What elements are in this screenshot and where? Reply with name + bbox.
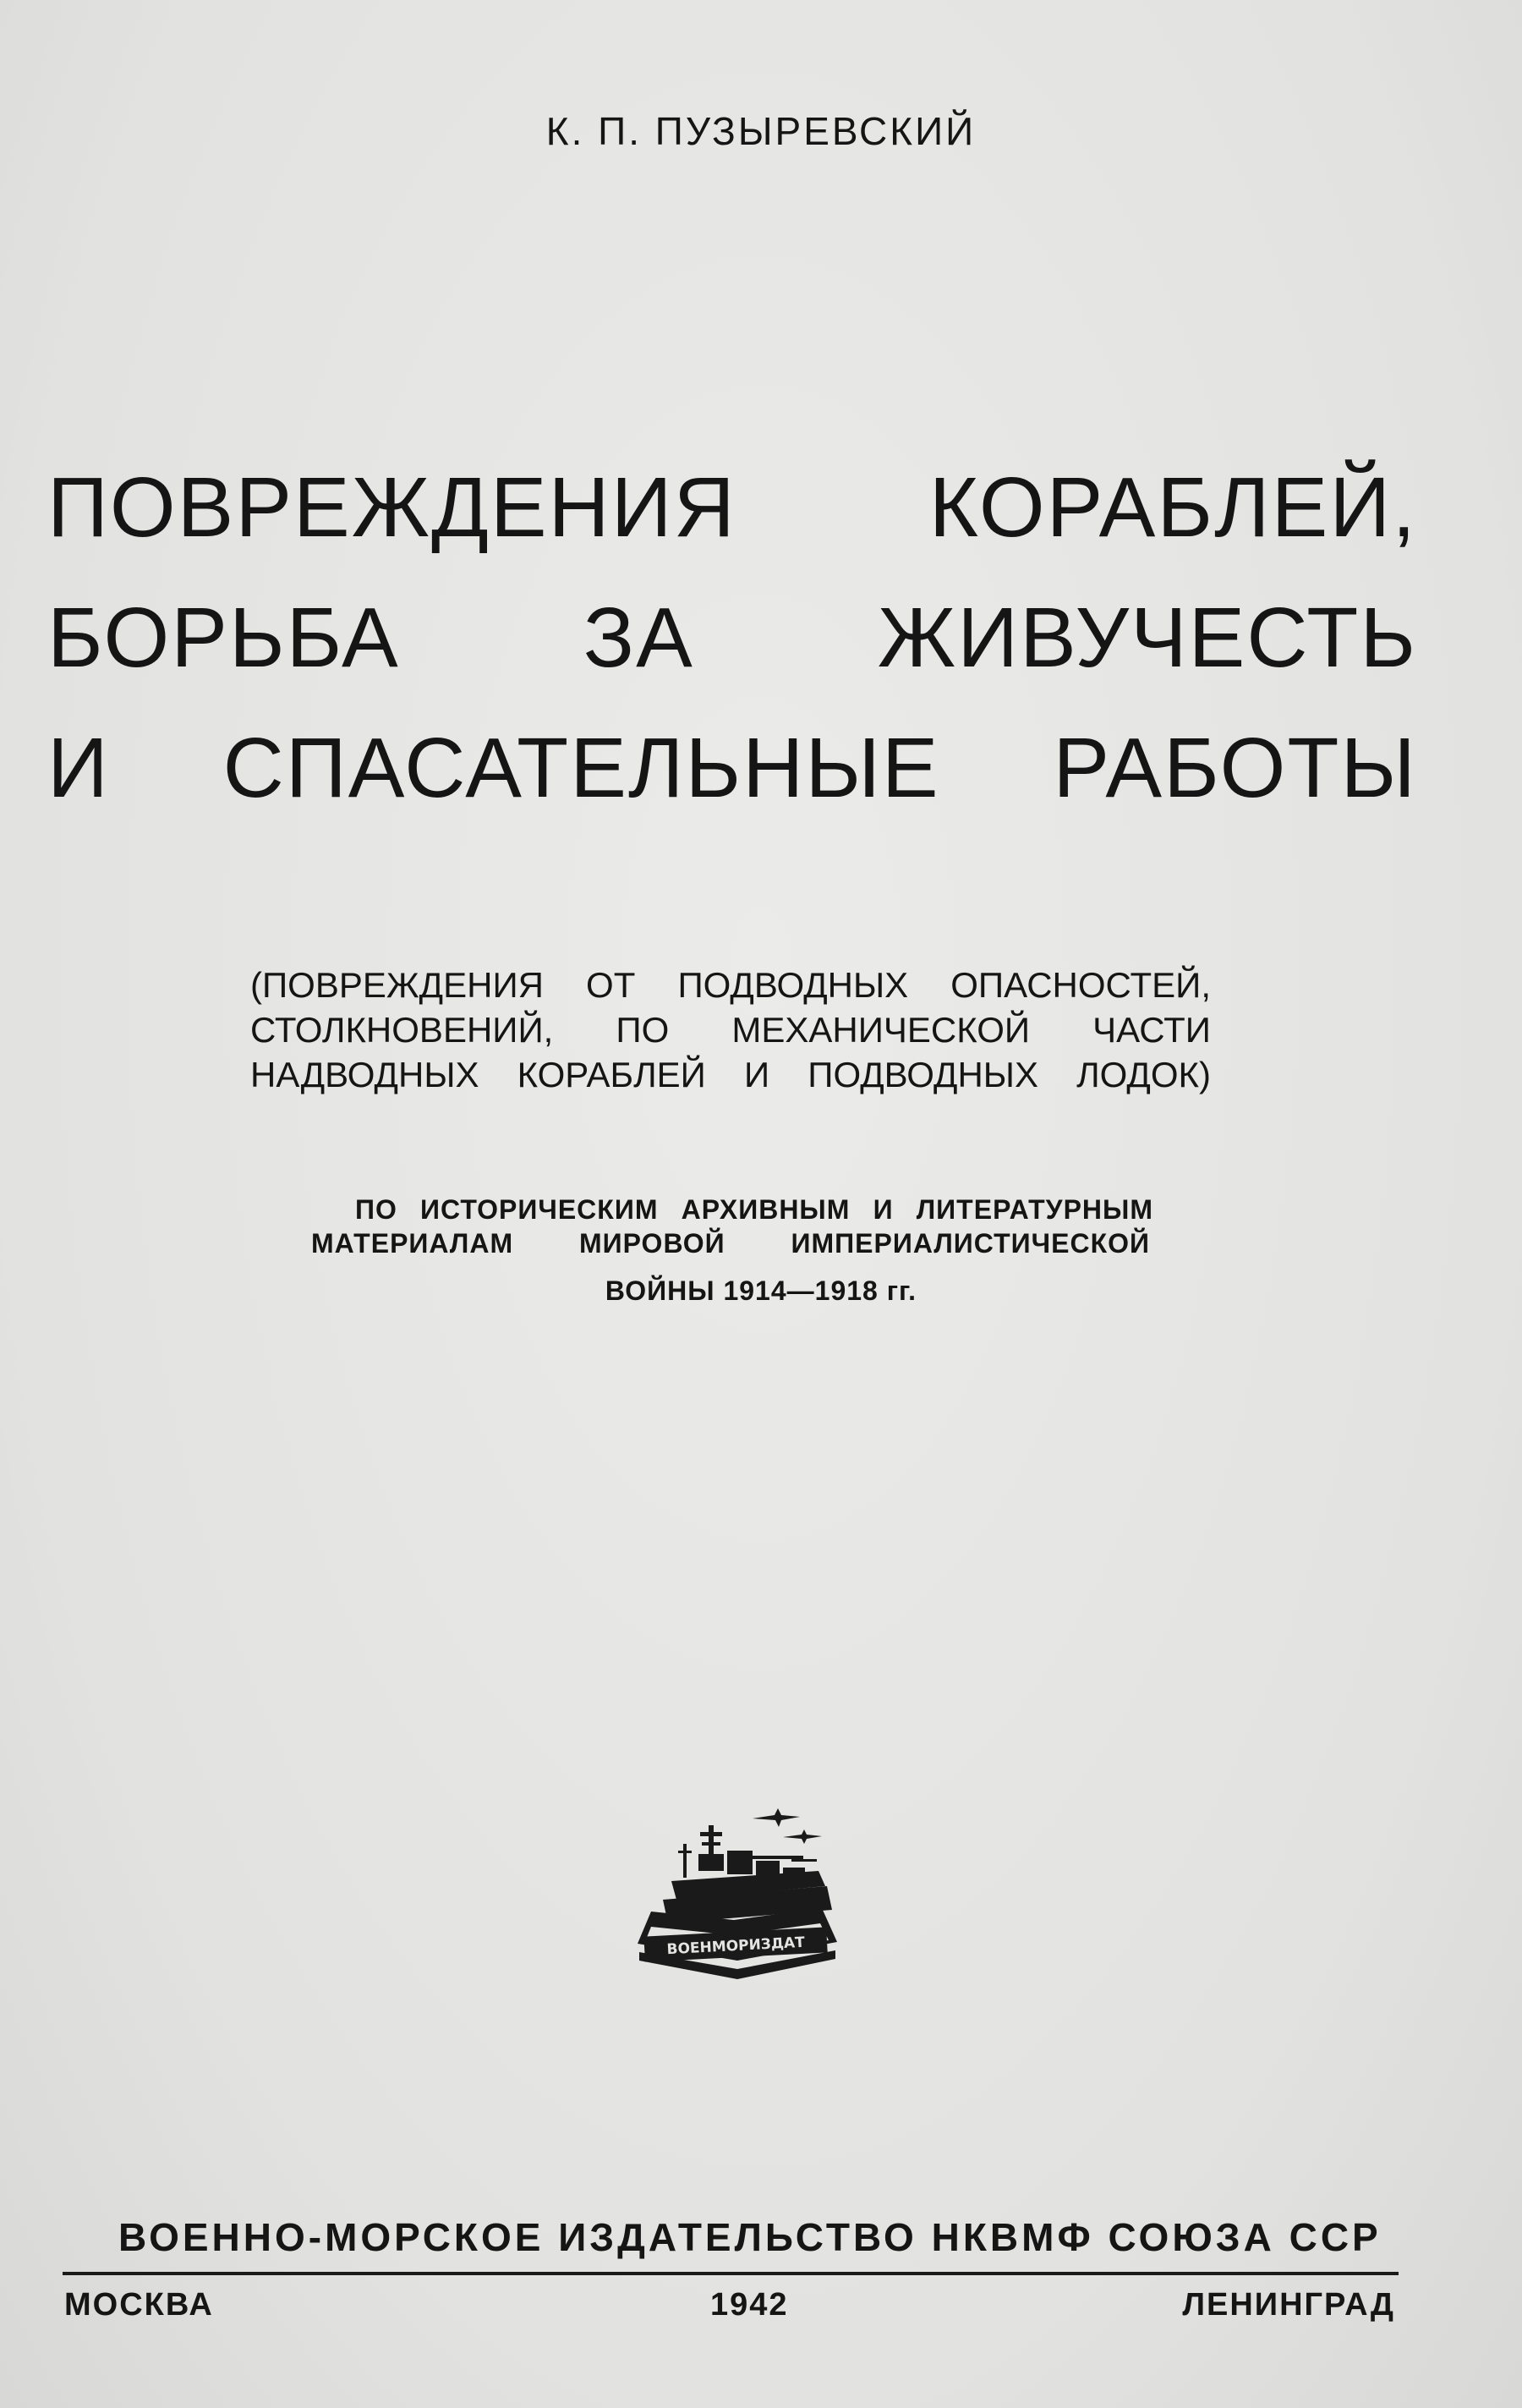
book-title-line-2: БОРЬБА ЗА ЖИВУЧЕСТЬ — [47, 590, 1417, 685]
subtitle-line-1: (ПОВРЕЖДЕНИЯ ОТ ПОДВОДНЫХ ОПАСНОСТЕЙ, — [250, 965, 1211, 1005]
book-title-line-1: ПОВРЕЖДЕНИЯ КОРАБЛЕЙ, — [47, 460, 1417, 555]
subtitle-line-3: НАДВОДНЫХ КОРАБЛЕЙ И ПОДВОДНЫХ ЛОДОК) — [250, 1055, 1211, 1094]
publisher-name: ВОЕННО-МОРСКОЕ ИЗДАТЕЛЬСТВО НКВМФ СОЮЗА ССР — [118, 2215, 1382, 2259]
footer-divider — [63, 2272, 1399, 2275]
author-name: К. П. ПУЗЫРЕВСКИЙ — [545, 109, 977, 153]
historical-note-line-2: МАТЕРИАЛАМ МИРОВОЙ ИМПЕРИАЛИСТИЧЕСКОЙ — [311, 1228, 1150, 1259]
historical-note-line-3: ВОЙНЫ 1914—1918 гг. — [605, 1275, 917, 1306]
warship-book-publisher-logo-icon — [626, 1800, 846, 1994]
city-leningrad: ЛЕНИНГРАД — [1182, 2287, 1395, 2323]
subtitle-line-2: СТОЛКНОВЕНИЙ, ПО МЕХАНИЧЕСКОЙ ЧАСТИ — [250, 1010, 1211, 1050]
historical-note-line-1: ПО ИСТОРИЧЕСКИМ АРХИВНЫМ И ЛИТЕРАТУРНЫМ — [355, 1194, 1153, 1225]
book-title-line-3: И СПАСАТЕЛЬНЫЕ РАБОТЫ — [47, 721, 1417, 815]
logo-banner-text: ВОЕНМОРИЗДАТ — [666, 1934, 806, 1959]
publication-year: 1942 — [710, 2287, 789, 2323]
city-moscow: МОСКВА — [64, 2287, 214, 2323]
